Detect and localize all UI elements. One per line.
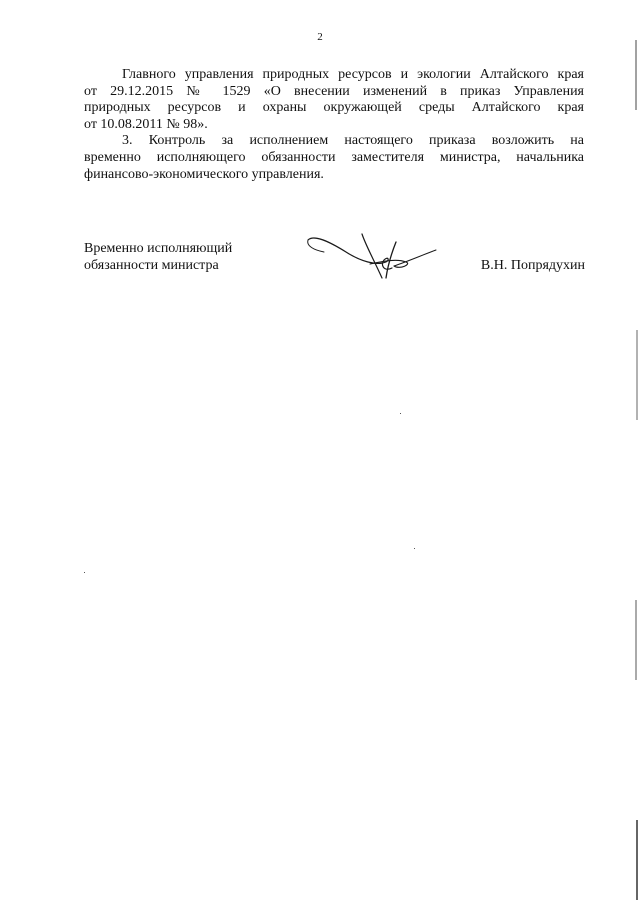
signer-position — [84, 240, 232, 274]
text-line: от 10.08.2011 № 98». — [84, 116, 208, 132]
signer-position-line: обязанности министра — [84, 258, 219, 273]
text-line: временно исполняющего обязанности заместителя министра, начальника — [84, 149, 584, 165]
text-line: 3. Контроль за исполнением настоящего приказа возложить на — [122, 133, 584, 149]
handwritten-signature — [300, 232, 440, 282]
page-number: 2 — [317, 31, 323, 43]
scan-edge-marks — [628, 0, 640, 905]
signer-name: В.Н. Попрядухин — [480, 258, 585, 273]
scan-speck — [84, 572, 85, 573]
document-body — [84, 67, 584, 183]
paragraph-continuation — [84, 67, 584, 133]
text-line: Главного управления природных ресурсов и экологии Алтайского края — [122, 67, 584, 82]
text-line: от 29.12.2015 № 1529 «О внесении изменений в приказ Управления — [84, 83, 584, 99]
scan-speck — [400, 413, 401, 414]
scan-speck — [414, 548, 415, 549]
text-line: финансово-экономического управления. — [84, 166, 324, 182]
paragraph-control-clause — [84, 133, 584, 183]
text-line: природных ресурсов и охраны окружающей среды Алтайского края — [84, 100, 584, 116]
signer-position-line: Временно исполняющий — [84, 241, 233, 256]
